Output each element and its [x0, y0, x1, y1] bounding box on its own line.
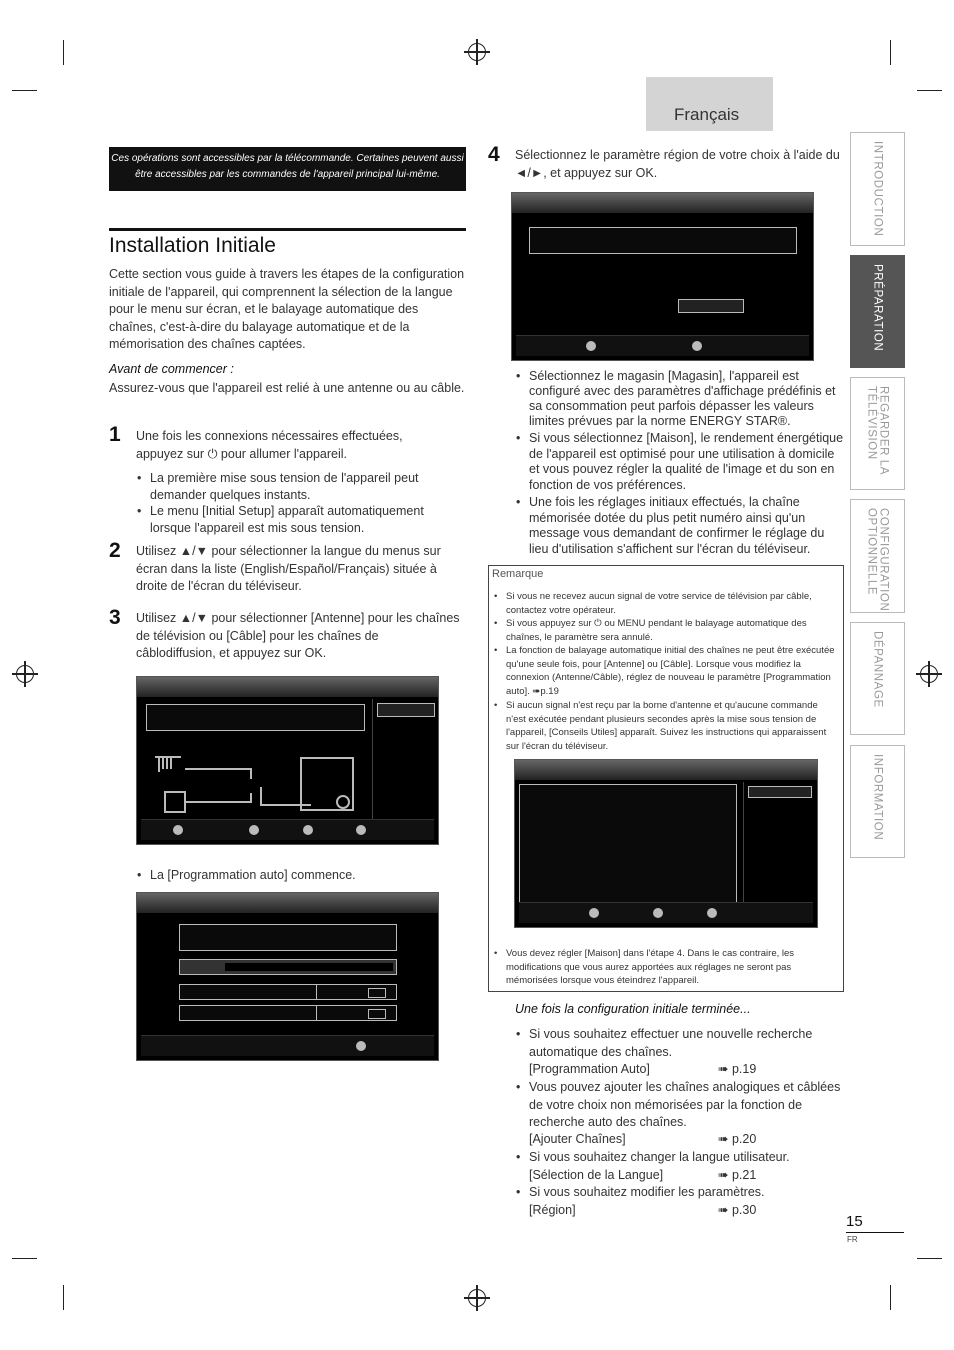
- bullet-item: • Sélectionnez le magasin [Magasin], l'appareil est configuré avec des paramètres d'affichage prédéfinis et sa consommation peut parfois dépasser les valeurs limites prévues par la norme ENERGY STAR®.: [529, 369, 839, 429]
- tv-screen-auto-program: [136, 892, 439, 1061]
- section-title: Installation Initiale: [109, 234, 276, 257]
- remark-item: • La fonction de balayage automatique initial des chaînes ne peut être exécutée qu'une seule fois, pour [Antenne] ou [Câble]. Lorsque vous modifiez la connexion (Antenne/Câble), réglez de nouveau le paramètre [Programmation auto]. ➠p.19: [506, 644, 836, 698]
- after-page-ref[interactable]: ➠ p.19: [718, 1062, 757, 1076]
- channel-count-row: [179, 1005, 397, 1021]
- dpad-icon: [586, 341, 596, 351]
- step-number: 3: [109, 606, 121, 629]
- side-tab-preparation[interactable]: [850, 255, 905, 368]
- tv-screen-initial-setup: [136, 676, 439, 845]
- after-page-ref[interactable]: ➠ p.30: [718, 1203, 757, 1217]
- side-tab-information[interactable]: [850, 745, 905, 858]
- side-tab-regarder-la-television[interactable]: [850, 377, 905, 490]
- side-tab-label: DÉPANNAGE: [871, 631, 884, 708]
- after-item: • Si vous souhaitez effectuer une nouvelle recherche automatique des chaînes.: [529, 1026, 829, 1061]
- screen-message-box: [519, 784, 737, 910]
- side-tab-label: PRÉPARATION: [871, 264, 884, 352]
- remark-box: [488, 565, 844, 992]
- antenna-connection-diagram: [151, 747, 361, 822]
- screen-footer-bar: [519, 902, 813, 923]
- notice-box: [109, 147, 466, 191]
- menu-button-icon: [356, 1041, 366, 1051]
- crop-mark: [12, 90, 37, 91]
- after-ref[interactable]: [Ajouter Chaînes]: [529, 1132, 626, 1146]
- screen-message-box: [146, 704, 365, 731]
- row-divider: [316, 1006, 317, 1020]
- screen-option-box: [377, 703, 435, 717]
- after-item: • Si vous souhaitez changer la langue utilisateur.: [529, 1149, 839, 1166]
- notice-text: Ces opérations sont accessibles par la télécommande. Certaines peuvent aussi être accessibles par les commandes de l'appareil principal lui-même.: [111, 153, 464, 180]
- remark-title: Remarque: [492, 568, 544, 580]
- side-tab-label: REGARDER LA TÉLÉVISION: [865, 386, 890, 476]
- screen-header-bar: [137, 677, 438, 697]
- after-item: • Vous pouvez ajouter les chaînes analogiques et câblées de votre choix non mémorisées par la fonction de recherche auto des chaînes.: [529, 1079, 844, 1132]
- crop-mark: [890, 1285, 891, 1310]
- row-divider: [316, 985, 317, 999]
- crop-mark: [12, 1258, 37, 1259]
- screen-message-box: [529, 227, 797, 254]
- tv-screen-region: [511, 192, 814, 361]
- screen-footer-bar: [516, 335, 809, 356]
- screen-header-bar: [515, 760, 817, 780]
- title-rule: [109, 228, 466, 231]
- screen-header-bar: [137, 893, 438, 913]
- before-title: Avant de commencer :: [109, 362, 234, 376]
- remark-item: • Vous devez régler [Maison] dans l'étape 4. Dans le cas contraire, les modifications que vous aurez apportées aux réglages ne seront pas mémorisées lorsque vous éteindrez l'appareil.: [506, 947, 826, 988]
- side-tab-label: INTRODUCTION: [871, 141, 884, 237]
- before-text: Assurez-vous que l'appareil est relié à une antenne ou au câble.: [109, 381, 465, 395]
- menu-button-icon: [356, 825, 366, 835]
- intro-text: Cette section vous guide à travers les étapes de la configuration initiale de l'appareil, qui comprennent la sélection de la langue pour le menu sur écran, et le balayage automatique des chaînes, c'est-à-dire du balayage automatique et de la mémorisation des chaînes captées.: [109, 267, 465, 352]
- step-number: 1: [109, 423, 121, 446]
- page-number-rule: [846, 1232, 904, 1233]
- crop-mark: [917, 90, 942, 91]
- screen-header-bar: [512, 193, 813, 213]
- screen-footer-bar: [141, 1035, 434, 1056]
- crop-mark: [63, 40, 64, 65]
- step-number: 4: [488, 143, 500, 166]
- side-tab-configuration-optionnelle[interactable]: [850, 499, 905, 613]
- step-text: Utilisez ▲/▼ pour sélectionner [Antenne] pour les chaînes de télévision ou [Câble] pour les chaînes de câblodiffusion, et appuyez sur OK.: [136, 611, 460, 661]
- screen-option-box: [748, 786, 812, 798]
- remark-item: • Si vous appuyez sur ⏻ ou MENU pendant le balayage automatique des chaînes, le paramètre sera annulé.: [506, 617, 836, 644]
- ok-button-icon: [249, 825, 259, 835]
- screen-footer-bar: [141, 819, 434, 840]
- screen-message-box: [179, 924, 397, 951]
- side-tab-label: INFORMATION: [871, 754, 884, 841]
- after-ref[interactable]: [Région]: [529, 1203, 576, 1217]
- registration-mark-icon: [16, 665, 34, 683]
- after-item: • Si vous souhaitez modifier les paramètres.: [529, 1184, 839, 1201]
- remark-item: • Si aucun signal n'est reçu par la borne d'antenne et qu'aucune commande n'est exécutée pendant plusieurs secondes après la mise sous tension de l'appareil, [Conseils Utiles] apparaît. Suivez les instructions qui apparaissent sur l'écran du téléviseur.: [506, 699, 838, 753]
- language-tab: Français: [646, 77, 773, 131]
- ok-button-icon: [692, 341, 702, 351]
- step-text: Une fois les connexions nécessaires effectuées, appuyez sur ⏻ pour allumer l'appareil.: [136, 429, 403, 461]
- crop-mark: [890, 40, 891, 65]
- ok-button-icon: [653, 908, 663, 918]
- side-tab-depannage[interactable]: [850, 622, 905, 735]
- screen-menu-divider: [372, 699, 373, 819]
- progress-fill: [225, 963, 393, 971]
- step-text: Utilisez ▲/▼ pour sélectionner la langue du menus sur écran dans la liste (English/Español/Français) située à droite de l'écran du téléviseur.: [136, 544, 441, 594]
- after-ref[interactable]: [Programmation Auto]: [529, 1062, 650, 1076]
- screen-menu-divider: [743, 782, 744, 902]
- bullet-item: • La [Programmation auto] commence.: [150, 867, 356, 884]
- bullet-item: • Le menu [Initial Setup] apparaît automatiquement lorsque l'appareil est mis sous tension.: [150, 503, 460, 536]
- back-button-icon: [303, 825, 313, 835]
- channel-count-row: [179, 984, 397, 1000]
- page-number: 15: [846, 1213, 863, 1230]
- registration-mark-icon: [468, 1289, 486, 1307]
- dpad-icon: [589, 908, 599, 918]
- progress-bar: [179, 959, 397, 975]
- crop-mark: [917, 1258, 942, 1259]
- after-page-ref[interactable]: ➠ p.21: [718, 1168, 757, 1182]
- after-title: Une fois la configuration initiale terminée...: [515, 1002, 751, 1016]
- crop-mark: [63, 1285, 64, 1310]
- step-text: Sélectionnez le paramètre région de votre choix à l'aide du ◄/►, et appuyez sur OK.: [515, 148, 840, 180]
- bullet-item: • Une fois les réglages initiaux effectués, la chaîne mémorisée dotée du plus petit numéro ainsi qu'un message vous demandant de confirmer le réglage du lieu d'utilisation s'affichent sur l'écran du téléviseur.: [529, 495, 839, 557]
- side-tab-label: CONFIGURATION OPTIONNELLE: [865, 508, 890, 612]
- after-page-ref[interactable]: ➠ p.20: [718, 1132, 757, 1146]
- after-ref[interactable]: [Sélection de la Langue]: [529, 1168, 664, 1182]
- bullet-item: • Si vous sélectionnez [Maison], le rendement énergétique de l'appareil est optimisé pour une utilisation à domicile et vous pouvez régler la qualité de l'image et du son en fonction de vos préférences.: [529, 431, 844, 493]
- registration-mark-icon: [468, 43, 486, 61]
- page-language: FR: [847, 1235, 858, 1244]
- step-number: 2: [109, 539, 121, 562]
- row-value-box: [368, 988, 386, 998]
- side-tab-introduction[interactable]: [850, 132, 905, 246]
- menu-button-icon: [707, 908, 717, 918]
- registration-mark-icon: [920, 665, 938, 683]
- bullet-item: • La première mise sous tension de l'appareil peut demander quelques instants.: [150, 470, 460, 503]
- remark-item: • Si vous ne recevez aucun signal de votre service de télévision par câble, contactez votre opérateur.: [506, 590, 836, 617]
- region-option-box: [678, 299, 744, 313]
- dpad-icon: [173, 825, 183, 835]
- row-value-box: [368, 1009, 386, 1019]
- tv-screen-helpful-tips: [514, 759, 818, 928]
